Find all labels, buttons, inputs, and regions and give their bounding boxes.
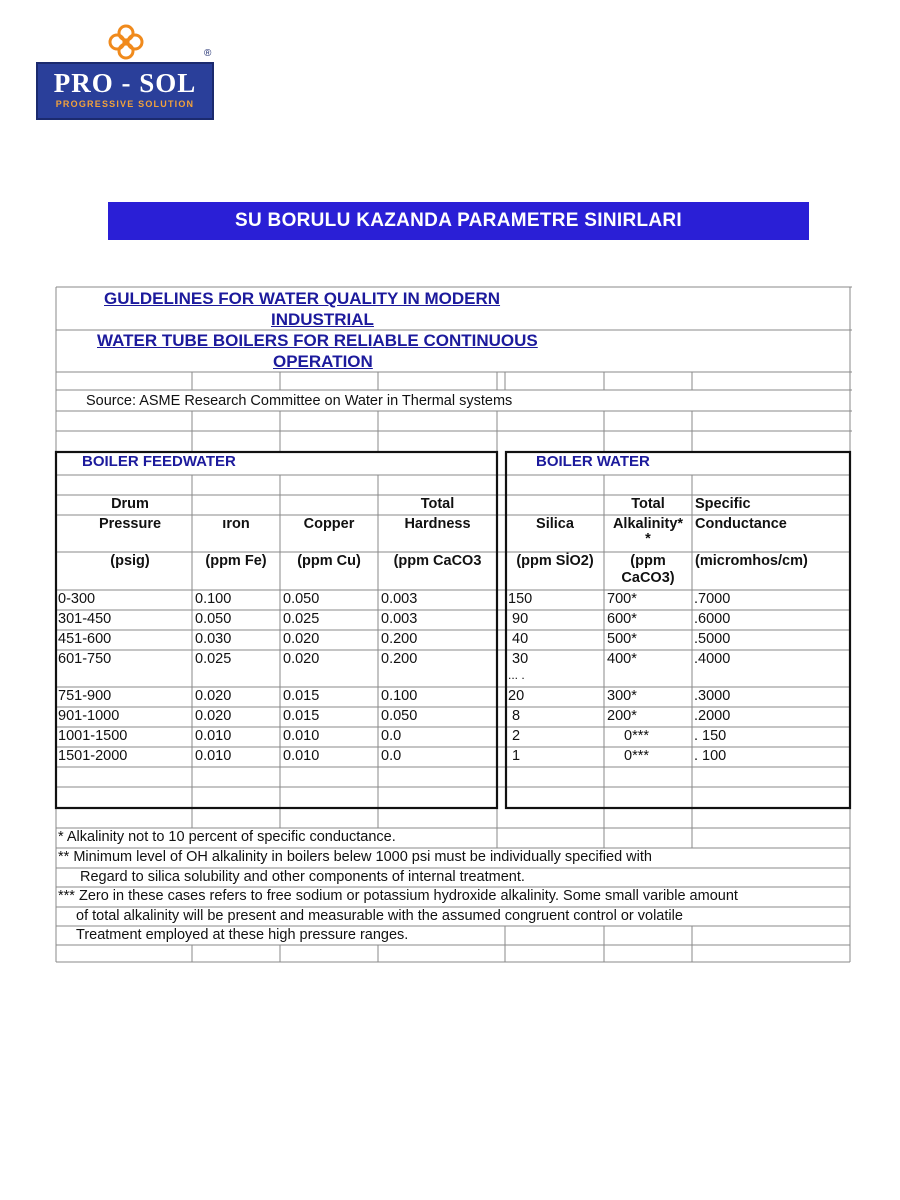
cell-silica: 30 [512,651,529,667]
header-alkalinity-star: * [645,531,651,547]
cell-conductance: .5000 [694,631,731,647]
header-silica-unit: (ppm SİO2) [516,553,594,569]
cell-pressure: 1501-2000 [58,748,128,764]
cell-hardness: 0.0 [381,728,402,744]
cell-silica: 2 [512,728,521,744]
cell-alkalinity: 400* [607,651,637,667]
doc-title-line-3: WATER TUBE BOILERS FOR RELIABLE CONTINUOUS [97,331,538,350]
footnote-2: ** Minimum level of OH alkalinity in boilers belew 1000 psi must be individually specified with [58,849,652,865]
header-total-alkalinity: Total [631,496,665,512]
header-iron: ıron [222,516,250,532]
cell-iron: 0.010 [195,728,232,744]
cell-pressure: 451-600 [58,631,112,647]
header-specific: Specific [695,496,751,512]
header-copper: Copper [303,516,355,532]
cell-silica: 1 [512,748,521,764]
header-hardness-unit: (ppm CaCO3 [393,553,482,569]
cell-hardness: 0.003 [381,591,418,607]
cell-alkalinity: 700* [607,591,637,607]
header-iron-unit: (ppm Fe) [205,553,267,569]
cell-alkalinity: 0*** [624,748,649,764]
section-boiler-water: BOILER WATER [536,453,650,470]
cell-copper: 0.010 [283,748,320,764]
cell-pressure: 301-450 [58,611,112,627]
footnote-3-cont-1: of total alkalinity will be present and measurable with the assumed congruent control or volatile [76,908,683,924]
logo-tagline: PROGRESSIVE SOLUTION [55,99,195,109]
header-pressure: Pressure [98,516,162,532]
cell-silica: 150 [508,591,533,607]
cell-pressure: 751-900 [58,688,112,704]
cell-pressure: 0-300 [58,591,96,607]
header-alkalinity-unit-1: (ppm [630,553,666,569]
header-silica: Silica [536,516,574,532]
cell-copper: 0.015 [283,708,320,724]
cell-alkalinity: 0*** [624,728,649,744]
cell-hardness: 0.100 [381,688,418,704]
doc-title-line-2: INDUSTRIAL [271,310,374,329]
footnote-3-cont-2: Treatment employed at these high pressure ranges. [76,927,409,943]
header-conductance: Conductance [695,516,787,532]
cell-iron: 0.020 [195,708,232,724]
cell-alkalinity: 300* [607,688,637,704]
cell-note: ... . [508,668,525,682]
cell-conductance: .4000 [694,651,731,667]
cell-pressure: 601-750 [58,651,112,667]
cell-pressure: 901-1000 [58,708,120,724]
header-psig: (psig) [110,553,150,569]
cell-hardness: 0.003 [381,611,418,627]
page-banner: SU BORULU KAZANDA PARAMETRE SINIRLARI [108,202,809,240]
doc-title-line-4: OPERATION [273,352,373,371]
footnote-3: *** Zero in these cases refers to free sodium or potassium hydroxide alkalinity. Some small varible amount [58,888,738,904]
cell-alkalinity: 200* [607,708,637,724]
header-conductance-unit: (micromhos/cm) [695,553,808,569]
cell-conductance: . 150 [694,728,727,744]
source-note: Source: ASME Research Committee on Water in Thermal systems [86,393,513,409]
header-drum: Drum [111,496,149,512]
cell-iron: 0.030 [195,631,232,647]
cell-conductance: .6000 [694,611,731,627]
cell-copper: 0.020 [283,631,320,647]
cell-hardness: 0.200 [381,631,418,647]
cell-copper: 0.010 [283,728,320,744]
cell-conductance: .7000 [694,591,731,607]
cell-iron: 0.025 [195,651,232,667]
cell-conductance: . 100 [694,748,727,764]
cell-iron: 0.100 [195,591,232,607]
cell-silica: 40 [512,631,529,647]
cell-iron: 0.050 [195,611,232,627]
cell-alkalinity: 500* [607,631,637,647]
doc-title-line-1: GULDELINES FOR WATER QUALITY IN MODERN [104,289,501,308]
cell-hardness: 0.200 [381,651,418,667]
footnote-2-cont: Regard to silica solubility and other components of internal treatment. [80,869,525,885]
cell-silica: 90 [512,611,529,627]
cell-hardness: 0.050 [381,708,418,724]
header-hardness: Hardness [404,516,471,532]
header-alkalinity: Alkalinity* [612,516,684,532]
footnote-1: * Alkalinity not to 10 percent of specific conductance. [58,829,396,845]
cell-silica: 20 [508,688,525,704]
cell-alkalinity: 600* [607,611,637,627]
cell-copper: 0.015 [283,688,320,704]
cell-hardness: 0.0 [381,748,402,764]
cell-copper: 0.020 [283,651,320,667]
cell-copper: 0.025 [283,611,320,627]
cell-silica: 8 [512,708,521,724]
header-alkalinity-unit-2: CaCO3) [621,570,675,586]
cell-iron: 0.010 [195,748,232,764]
cell-copper: 0.050 [283,591,320,607]
header-total-hardness: Total [420,496,455,512]
cell-iron: 0.020 [195,688,232,704]
section-feedwater: BOILER FEEDWATER [82,453,236,470]
cell-pressure: 1001-1500 [58,728,128,744]
cell-conductance: .3000 [694,688,731,704]
registered-mark: ® [204,48,212,59]
cell-conductance: .2000 [694,708,731,724]
header-copper-unit: (ppm Cu) [297,553,361,569]
logo-name: PRO - SOL [53,68,197,98]
